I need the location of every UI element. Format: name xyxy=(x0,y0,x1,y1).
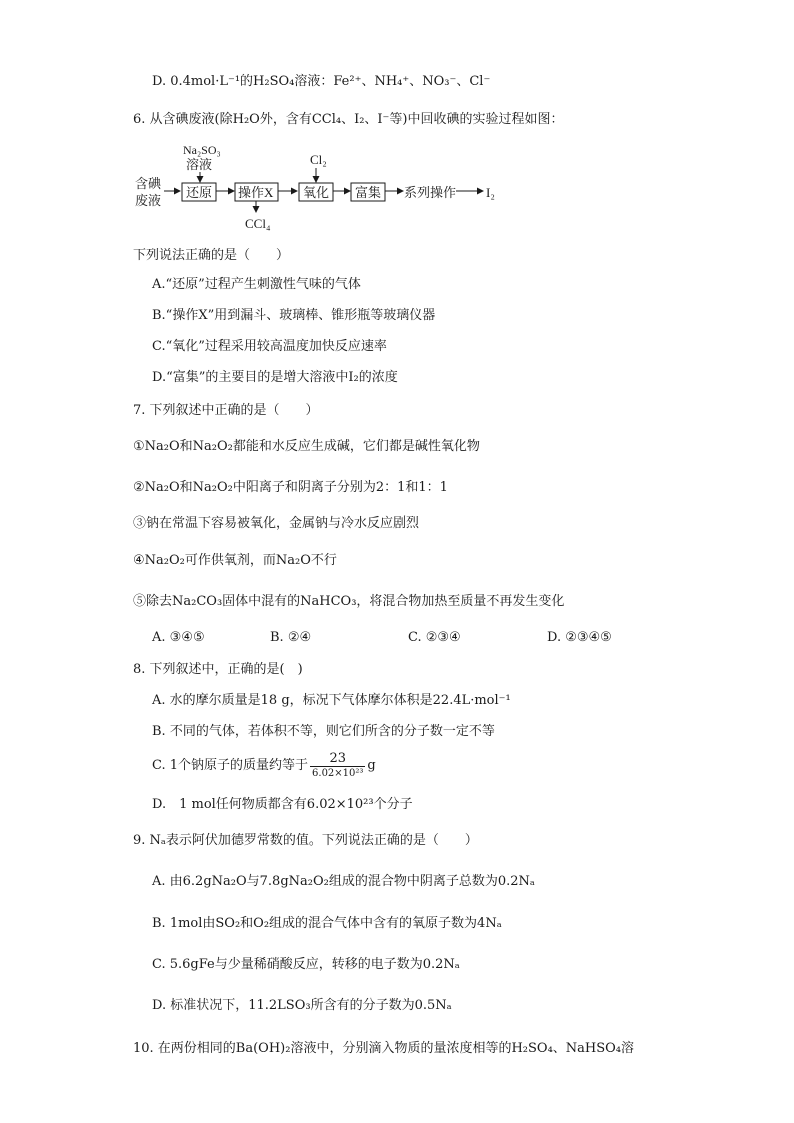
q7-choice-d: D. ②③④⑤ xyxy=(547,630,612,645)
q9-option-c: C. 5.6gFe与少量稀硝酸反应，转移的电子数为0.2Nₐ xyxy=(152,957,460,972)
flow-product: I₂ xyxy=(486,185,495,200)
flow-out-ccl4: CCl₄ xyxy=(245,216,271,231)
flow-start-line2: 废液 xyxy=(135,193,162,208)
fraction-denominator: 6.02×10²³ xyxy=(312,767,364,779)
q6-option-c: C.“氧化”过程采用较高温度加快反应速率 xyxy=(152,339,387,354)
q9-option-b: B. 1mol由SO₂和O₂组成的混合气体中含有的氧原子数为4Nₐ xyxy=(152,916,502,931)
q7-item-3: ③钠在常温下容易被氧化，金属钠与冷水反应剧烈 xyxy=(133,516,420,531)
q7-item-2: ②Na₂O和Na₂O₂中阳离子和阴离子分别为2：1和1：1 xyxy=(133,480,448,495)
q9-option-d: D. 标准状况下，11.2LSO₃所含有的分子数为0.5Nₐ xyxy=(152,998,452,1013)
flow-box-reduce-label: 还原 xyxy=(186,185,213,200)
q6-option-d: D.“富集”的主要目的是增大溶液中I₂的浓度 xyxy=(152,370,398,385)
q6-prompt: 下列说法正确的是（ ） xyxy=(133,248,290,263)
q7-choice-a: A. ③④⑤ xyxy=(152,630,205,645)
q5-option-d: D. 0.4mol·L⁻¹的H₂SO₄溶液：Fe²⁺、NH₄⁺、NO₃⁻、Cl⁻ xyxy=(152,74,491,89)
q8-option-a: A. 水的摩尔质量是18 g，标况下气体摩尔体积是22.4L·mol⁻¹ xyxy=(152,693,511,708)
flow-box-oxidize-label: 氧化 xyxy=(303,185,330,200)
q8-option-c-fraction xyxy=(310,751,365,781)
flow-start-line1: 含碘 xyxy=(135,176,162,191)
q8-option-c-unit: g xyxy=(367,758,376,773)
q8-option-c xyxy=(152,750,376,782)
q7-item-5: ⑤除去Na₂CO₃固体中混有的NaHCO₃，将混合物加热至质量不再发生变化 xyxy=(133,594,565,609)
flow-tail-label: 系列操作 xyxy=(404,185,457,200)
q7-choice-c: C. ②③④ xyxy=(408,630,461,645)
q7-item-1: ①Na₂O和Na₂O₂都能和水反应生成碱，它们都是碱性氧化物 xyxy=(133,439,480,454)
q8-option-b: B. 不同的气体，若体积不等，则它们所含的分子数一定不等 xyxy=(152,724,495,739)
q7-item-4: ④Na₂O₂可作供氧剂，而Na₂O不行 xyxy=(133,553,337,568)
q8-stem: 8. 下列叙述中，正确的是( ) xyxy=(133,662,303,677)
flow-reagent1-line2: 溶液 xyxy=(186,157,213,172)
flow-reagent-cl2: Cl₂ xyxy=(310,152,327,167)
q6-option-a: A.“还原”过程产生刺激性气味的气体 xyxy=(152,277,361,292)
q7-stem: 7. 下列叙述中正确的是（ ） xyxy=(133,403,319,418)
q6-flow-diagram xyxy=(133,140,513,232)
flow-box-operation-x-label: 操作X xyxy=(238,185,274,200)
q9-stem: 9. Nₐ表示阿伏加德罗常数的值。下列说法正确的是（ ） xyxy=(133,833,478,848)
q6-option-b: B.“操作X”用到漏斗、玻璃棒、锥形瓶等玻璃仪器 xyxy=(152,308,436,323)
flow-box-enrich-label: 富集 xyxy=(355,185,382,200)
q8-option-d: D. 1 mol任何物质都含有6.02×10²³个分子 xyxy=(152,797,413,812)
q6-stem: 6. 从含碘废液(除H₂O外，含有CCl₄、I₂、I⁻等)中回收碘的实验过程如图： xyxy=(133,112,564,127)
q7-choice-b: B. ②④ xyxy=(270,630,312,645)
fraction-numerator: 23 xyxy=(310,751,365,767)
q9-option-a: A. 由6.2gNa₂O与7.8gNa₂O₂组成的混合物中阴离子总数为0.2Nₐ xyxy=(152,874,535,889)
q10-stem: 10. 在两份相同的Ba(OH)₂溶液中，分别滴入物质的量浓度相等的H₂SO₄、NaHSO₄溶 xyxy=(133,1041,635,1056)
q8-option-c-text: C. 1个钠原子的质量约等于 xyxy=(152,758,309,773)
flow-reagent1-line1: Na₂SO₃ xyxy=(183,143,221,157)
